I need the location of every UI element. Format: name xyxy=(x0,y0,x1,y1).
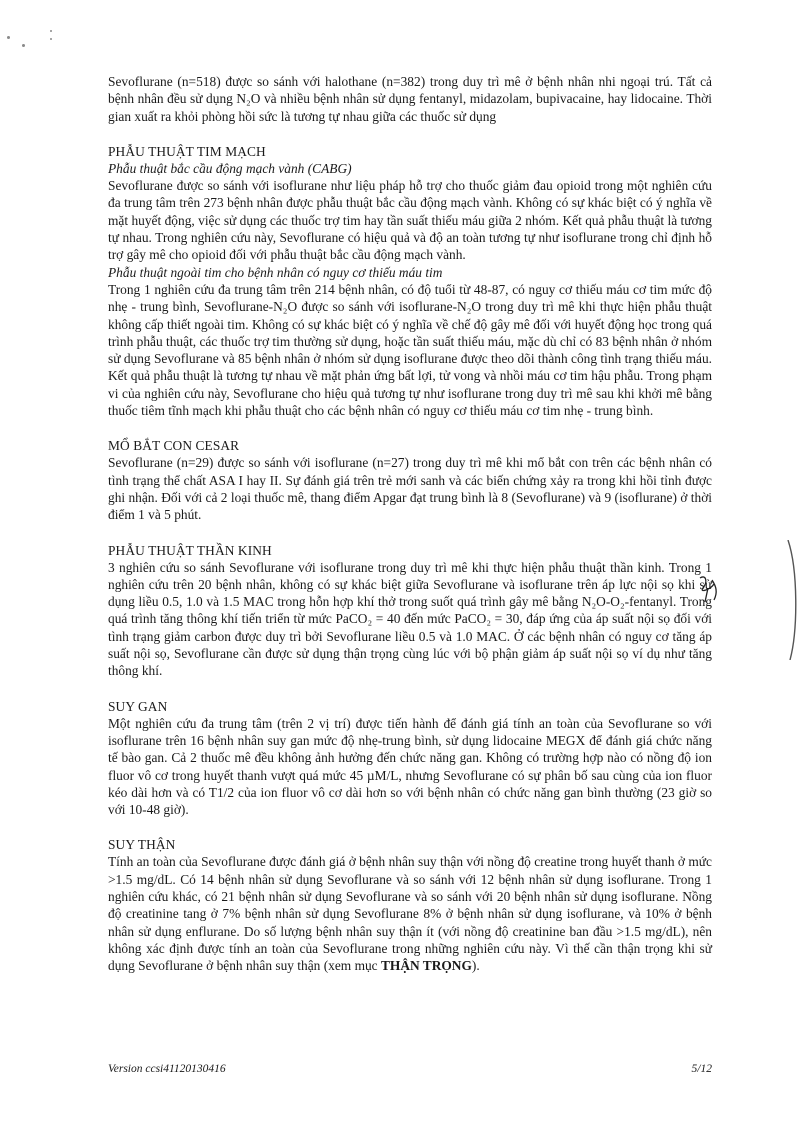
document-body xyxy=(108,73,712,974)
paragraph-cesarean: Sevoflurane (n=29) được so sánh với isoflurane (n=27) trong duy trì mê khi mổ bắt con trên các bệnh nhân có tình trạng thể chất ASA I hay II. Sự đánh giá trên trẻ mới sanh và các biến chứng xảy ra trong khi hồi tỉnh được ghi nhận. Đối với cả 2 loại thuốc mê, thang điểm Apgar đạt trung bình là 8 (Sevoflurane) và 9 (isoflurane) ở thời điểm 1 và 5 phút. xyxy=(108,455,712,523)
paragraph-renal-impairment xyxy=(108,853,712,974)
paragraph-cabg: Sevoflurane được so sánh với isoflurane như liệu pháp hỗ trợ cho thuốc giảm đau opioid trong một nghiên cứu đa trung tâm trên 273 bệnh nhân được phẫu thuật bắc cầu động mạch vành. Không có sự khác biệt có ý nghĩa về mặt huyết động, việc sử dụng các thuốc trợ tim hay tần suất thiếu máu giữa 2 nhóm. Kết quả phẫu thuật là tương tự nhau. Trong nghiên cứu này, Sevoflurane có hiệu quả và độ an toàn tương tự như isoflurane trong chỉ định hỗ trợ gây mê cho opioid đối với phẫu thuật bắc cầu động mạch vành. xyxy=(108,178,712,263)
scan-speck xyxy=(22,44,25,47)
section-title-renal-impairment: SUY THẬN xyxy=(108,837,176,853)
section-title-cesarean: MỔ BẮT CON CESAR xyxy=(108,438,240,454)
intro-paragraph: Sevoflurane (n=518) được so sánh với halothane (n=382) trong duy trì mê ở bệnh nhân nhi ngoại trú. Tất cả bệnh nhân đều sử dụng N₂O và nhiều bệnh nhân sử dụng fentanyl, midazolam, bupivacaine, hay lidocaine. Thời gian xuất ra khỏi phòng hồi sức là tương tự nhau giữa các thuốc sử dụng xyxy=(108,74,712,124)
section-title-hepatic-impairment: SUY GAN xyxy=(108,698,168,714)
renal-text-end: ). xyxy=(471,958,480,974)
paragraph-noncardiac: Trong 1 nghiên cứu đa trung tâm trên 214 bệnh nhân, có độ tuổi từ 48-87, có nguy cơ thiếu máu cơ tim mức độ nhẹ - trung bình, Sevoflurane-N₂O được so sánh với isoflurane-N₂O trong duy trì mê khi thực hiện phẫu thuật không cấp thiết ngoài tim. Không có sự khác biệt có ý nghĩa về chế độ gây mê đối với huyết động học trong quá trình phẫu thuật, các thuốc trợ tim thường sử dụng, hoặc tần suất thiếu máu, mặc dù chỉ có 83 bệnh nhân ở nhóm sử dụng Sevoflurane và 85 bệnh nhân ở nhóm sử dụng isoflurane được theo dõi thành công tình trạng thiếu máu. Kết quả phẫu thuật là tương tự nhau về mặt phản ứng bất lợi, tử vong và nhồi máu cơ tim hậu phẫu. Trong phạm vi của nghiên cứu này, Sevoflurane cho hiệu quả tương tự như isoflurane trong duy trì mê sau khi khởi mê bằng thuốc tiêm tĩnh mạch khi phẫu thuật cho các bệnh nhân có nguy cơ thiếu máu cơ tim nhẹ - trung bình. xyxy=(108,281,712,419)
section-title-cardiac-surgery: PHẪU THUẬT TIM MẠCH xyxy=(108,143,266,159)
section-title-neurosurgery: PHẪU THUẬT THẦN KINH xyxy=(108,542,272,558)
subsection-title-cabg: Phẫu thuật bắc cầu động mạch vành (CABG) xyxy=(108,160,352,176)
renal-text-main: Tính an toàn của Sevoflurane được đánh giá ở bệnh nhân suy thận với nồng độ creatine trong huyết thanh ở mức >1.5 mg/dL. Có 14 bệnh nhân sử dụng Sevoflurane và so sánh với 12 bệnh nhân sử dụng isoflurane. Trong 1 nghiên cứu khác, có 21 bệnh nhân sử dụng Sevoflurane và so sánh với 20 bệnh nhân sử dụng isoflurane. Nồng độ creatinine tang ở 7% bệnh nhân sử dụng Sevoflurane 8% ở bệnh nhân sử dụng isoflurane, và 10% ở bệnh nhân sử dụng enflurane. Do số lượng bệnh nhân suy thận ít (với nồng độ creatinine ban đầu >1.5 mg/dL), nên không xác định được tính an toàn của Sevoflurane trong những nghiên cứu này. Vì thế cần thận trọng khi sử dụng Sevoflurane ở bệnh nhân suy thận (xem mục xyxy=(108,854,712,974)
page-number: 5/12 xyxy=(691,1063,712,1075)
page-footer xyxy=(108,1063,712,1075)
scan-speck xyxy=(7,36,10,39)
version-label: Version ccsi41120130416 xyxy=(108,1063,226,1075)
paragraph-neurosurgery: 3 nghiên cứu so sánh Sevoflurane với isoflurane trong duy trì mê khi thực hiện phẫu thuật thần kinh. Trong 1 nghiên cứu trên 20 bệnh nhân, không có sự khác biệt giữa Sevoflurane và isoflurane trên áp lực nội sọ khi sử dụng liều 0.5, 1.0 và 1.5 MAC trong hỗn hợp khí thở trong suốt quá trình gây mê bằng N₂O-O₂-fentanyl. Trong quá trình tăng thông khí tiến triển từ mức PaCO₂ = 40 đến mức PaCO₂ = 30, đáp ứng của áp suất nội sọ đối với tình trạng giảm carbon được duy trì bởi Sevoflurane liều 0.5 và 1.0 MAC. Ở các bệnh nhân có nguy cơ tăng áp suất nội sọ, Sevoflurane cần được sử dụng thận trọng cùng lúc với bộ phận giảm áp suất nội sọ ví dụ như tăng thông khí. xyxy=(108,559,712,679)
scan-edge-shadow xyxy=(786,540,800,660)
paragraph-hepatic-impairment: Một nghiên cứu đa trung tâm (trên 2 vị trí) được tiến hành để đánh giá tính an toàn của Sevoflurane so với isoflurane trên 16 bệnh nhân suy gan mức độ nhẹ-trung bình, sử dụng lidocaine MEGX để đánh giá chức năng tế bào gan. Cả 2 thuốc mê đều không ảnh hưởng đến chức năng gan. Không có trường hợp nào có nồng độ ion fluor vô cơ trong huyết thanh vượt quá mức 45 µM/L, nhưng Sevoflurane có sự phân bố sau cùng của ion fluor kéo dài hơn và có T1/2 của ion fluor vô cơ dài hơn so với bệnh nhân có chức năng gan bình thường (23 giờ so với 10-48 giờ). xyxy=(108,715,712,818)
precautions-reference: THẬN TRỌNG xyxy=(380,958,472,974)
subsection-title-noncardiac: Phẫu thuật ngoài tim cho bệnh nhân có nguy cơ thiếu máu tim xyxy=(108,264,443,280)
scan-speck xyxy=(50,38,52,40)
scan-speck xyxy=(50,30,52,32)
